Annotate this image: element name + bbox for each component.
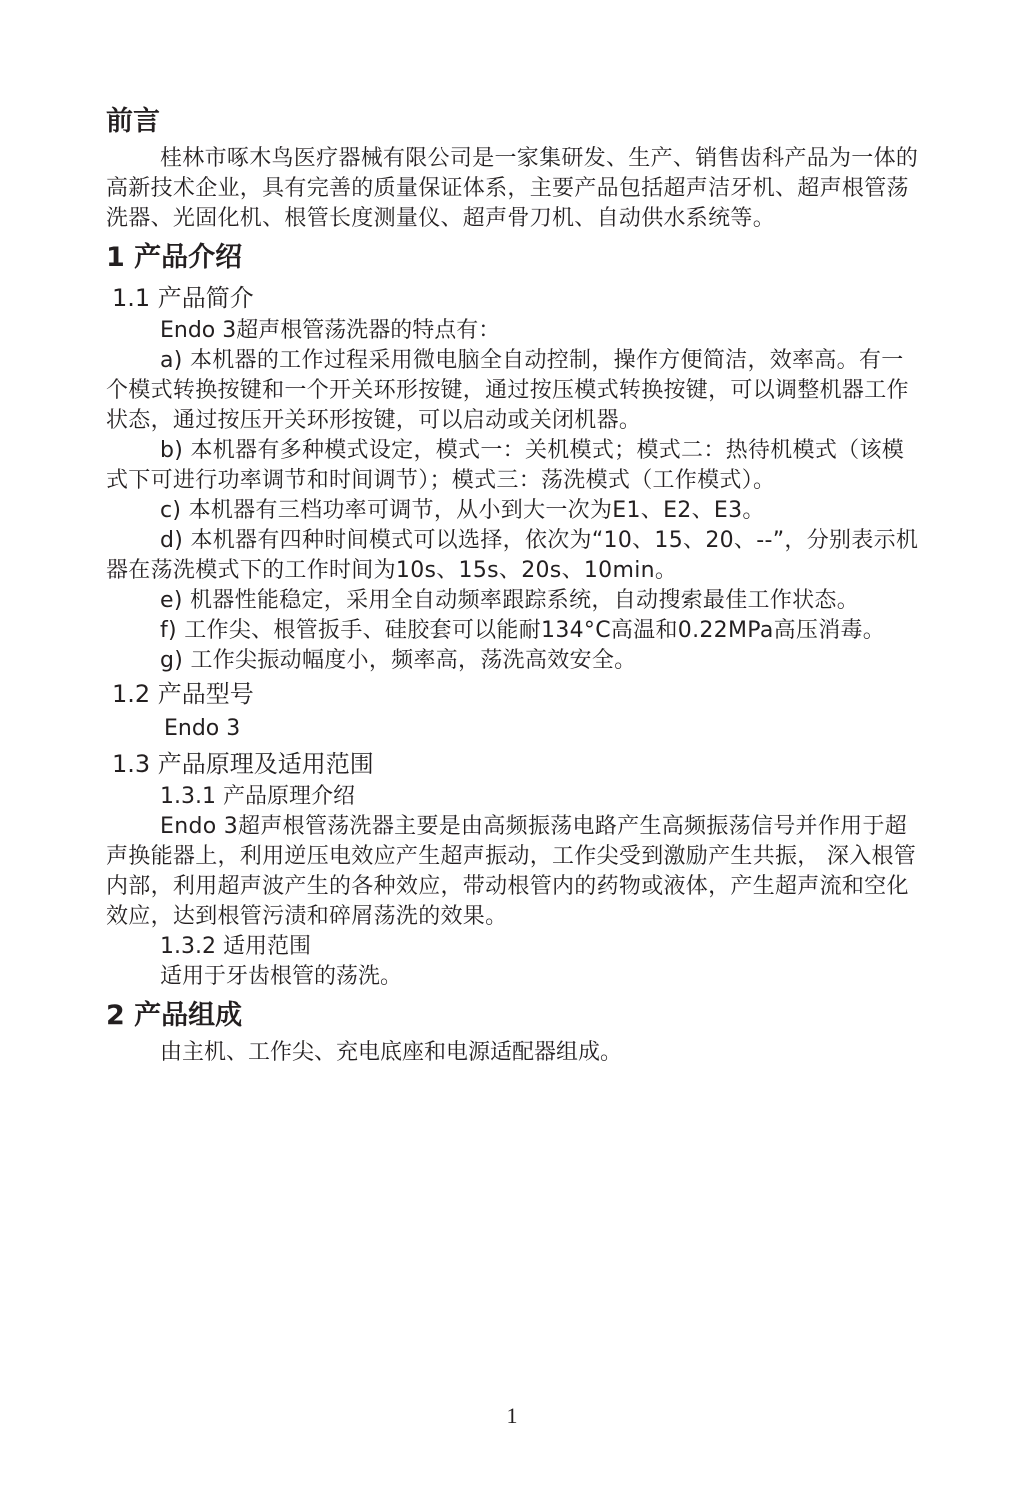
section-1-1-heading: 1.1 产品简介 bbox=[112, 284, 254, 312]
feature-item-a: a) 本机器的工作过程采用微电脑全自动控制，操作方便简洁，效率高。有一个模式转换按键和一个开关环形按键，通过按压模式转换按键，可以调整机器工作状态，通过按压开关环形按键，可以启动或关闭机器。 bbox=[106, 348, 909, 433]
preface-heading: 前言 bbox=[106, 106, 160, 137]
document-page bbox=[106, 98, 920, 1068]
section-1-2-heading: 1.2 产品型号 bbox=[112, 680, 254, 708]
features-intro: Endo 3超声根管荡洗器的特点有： bbox=[160, 318, 501, 343]
section-1-3-2-heading: 1.3.2 适用范围 bbox=[160, 934, 311, 959]
section-1-3-heading: 1.3 产品原理及适用范围 bbox=[112, 750, 374, 778]
feature-item-g: g) 工作尖振动幅度小，频率高，荡洗高效安全。 bbox=[160, 648, 637, 673]
section-2-heading: 2 产品组成 bbox=[106, 1000, 243, 1031]
feature-item-d: d) 本机器有四种时间模式可以选择，依次为“10、15、20、--”，分别表示机器在荡洗模式下的工作时间为10s、15s、20s、10min。 bbox=[106, 528, 919, 583]
scope-paragraph: 适用于牙齿根管的荡洗。 bbox=[160, 964, 403, 989]
feature-item-e: e) 机器性能稳定，采用全自动频率跟踪系统，自动搜索最佳工作状态。 bbox=[160, 588, 860, 613]
feature-item-b: b) 本机器有多种模式设定，模式一：关机模式；模式二：热待机模式（该模式下可进行功率调节和时间调节）；模式三：荡洗模式（工作模式）。 bbox=[106, 438, 905, 493]
section-1-heading: 1 产品介绍 bbox=[106, 242, 243, 273]
principle-paragraph: Endo 3超声根管荡洗器主要是由高频振荡电路产生高频振荡信号并作用于超声换能器上，利用逆压电效应产生超声振动，工作尖受到激励产生共振， 深入根管内部，利用超声波产生的各种效应，带动根管内的药物或液体，产生超声流和空化效应，达到根管污渍和碎屑荡洗的效果。 bbox=[106, 814, 917, 929]
preface-paragraph: 桂林市啄木鸟医疗器械有限公司是一家集研发、生产、销售齿科产品为一体的高新技术企业，具有完善的质量保证体系，主要产品包括超声洁牙机、超声根管荡洗器、光固化机、根管长度测量仪、超声骨刀机、自动供水系统等。 bbox=[106, 146, 919, 231]
feature-item-f: f) 工作尖、根管扳手、硅胶套可以能耐134°C高温和0.22MPa高压消毒。 bbox=[160, 618, 886, 643]
page-number: 1 bbox=[506, 1403, 518, 1428]
section-1-3-1-heading: 1.3.1 产品原理介绍 bbox=[160, 784, 355, 809]
product-model: Endo 3 bbox=[164, 716, 241, 741]
feature-item-c: c) 本机器有三档功率可调节，从小到大一次为E1、E2、E3。 bbox=[160, 498, 765, 523]
composition-paragraph: 由主机、工作尖、充电底座和电源适配器组成。 bbox=[160, 1040, 623, 1065]
